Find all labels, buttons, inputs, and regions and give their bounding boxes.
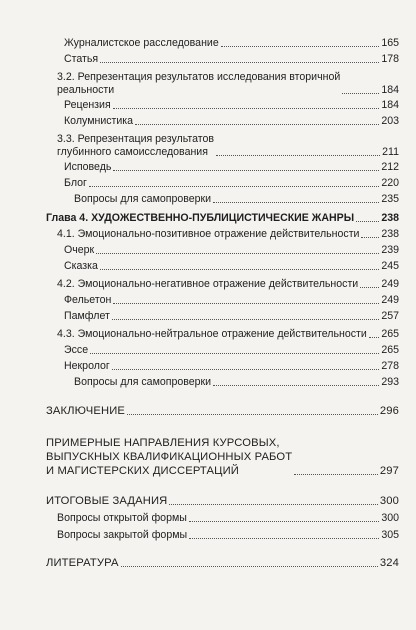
- toc-entry-title: Памфлет: [64, 310, 110, 322]
- toc-leader-dots: [113, 303, 379, 304]
- toc-entry-title: 4.2. Эмоционально-негативное отражение действительности: [57, 278, 359, 290]
- toc-entry-page: 211: [382, 146, 399, 158]
- toc-entry-essay: [64, 344, 399, 357]
- toc-entry-title: ИТОГОВЫЕ ЗАДАНИЯ: [46, 495, 168, 507]
- toc-leader-dots: [113, 108, 380, 109]
- toc-entry-page: 278: [381, 360, 399, 372]
- toc-leader-dots: [369, 337, 380, 338]
- toc-entry-title: Статья: [64, 53, 99, 65]
- toc-entry-tale: [64, 260, 399, 273]
- toc-entry-title-line: глубинного самоисследования: [57, 146, 208, 158]
- toc-entry-title: 4.1. Эмоционально-позитивное отражение действительности: [57, 228, 360, 240]
- toc-entry-title: [57, 71, 340, 97]
- toc-entry-page: 238: [381, 228, 399, 240]
- toc-entry-open-questions: [57, 512, 399, 525]
- toc-leader-dots: [113, 170, 379, 171]
- toc-entry-page: 249: [381, 278, 399, 290]
- toc-entry-title: Вопросы для самопроверки: [74, 376, 212, 388]
- toc-entry-feuilleton: [64, 294, 399, 307]
- toc-entry-section-4-3: [57, 328, 399, 341]
- toc-leader-dots: [213, 202, 379, 203]
- toc-entry-title: Вопросы для самопроверки: [74, 193, 212, 205]
- toc-entry-page: 300: [381, 512, 399, 524]
- toc-entry-title: Фельетон: [64, 294, 112, 306]
- toc-entry-page: 235: [381, 193, 399, 205]
- toc-entry-title: ЛИТЕРАТУРА: [46, 557, 119, 569]
- toc-leader-dots: [100, 269, 379, 270]
- toc-entry-title: Рецензия: [64, 99, 111, 111]
- toc-leader-dots: [189, 538, 379, 539]
- toc-entry-title: Журналистское расследование: [64, 37, 219, 49]
- toc-leader-dots: [221, 46, 380, 47]
- toc-entry-title-line: реальности: [57, 84, 115, 96]
- toc-leader-dots: [189, 521, 379, 522]
- toc-leader-dots: [360, 287, 379, 288]
- toc-entry-page: 239: [381, 244, 399, 256]
- toc-entry-title: 4.3. Эмоционально-нейтральное отражение действительности: [57, 328, 367, 340]
- toc-entry-section-4-1: [57, 228, 399, 241]
- toc-entry-page: 257: [381, 310, 399, 322]
- toc-leader-dots: [342, 93, 379, 94]
- toc-entry-pamphlet: [64, 310, 399, 323]
- toc-entry-title: [46, 436, 292, 478]
- toc-entry-page: 178: [381, 53, 399, 65]
- toc-entry-obituary: [64, 360, 399, 373]
- toc-entry-page: 212: [381, 161, 399, 173]
- toc-entry-title: Некролог: [64, 360, 110, 372]
- toc-leader-dots: [135, 124, 379, 125]
- toc-entry-title: Глава 4. ХУДОЖЕСТВЕННО-ПУБЛИЦИСТИЧЕСКИЕ ЖАНРЫ: [46, 212, 355, 224]
- toc-leader-dots: [121, 566, 378, 567]
- toc-entry-title: Очерк: [64, 244, 95, 256]
- toc-entry-page: 293: [381, 376, 399, 388]
- toc-entry-article: [64, 53, 399, 66]
- toc-entry-final-tasks: [46, 494, 399, 508]
- toc-entry-title-line: ВЫПУСКНЫХ КВАЛИФИКАЦИОННЫХ РАБОТ: [46, 451, 293, 463]
- toc-entry-page: 249: [381, 294, 399, 306]
- toc-leader-dots: [213, 385, 379, 386]
- toc-entry-page: 220: [381, 177, 399, 189]
- toc-entry-title: Колумнистика: [64, 115, 134, 127]
- toc-entry-review: [64, 99, 399, 112]
- toc-entry-page: 203: [381, 115, 399, 127]
- toc-entry-page: 297: [379, 465, 399, 477]
- toc-leader-dots: [112, 319, 379, 320]
- toc-entry-title-line: И МАГИСТЕРСКИХ ДИССЕРТАЦИЙ: [46, 465, 239, 477]
- toc-leader-dots: [169, 504, 378, 505]
- toc-entry-title: Вопросы закрытой формы: [57, 529, 188, 541]
- toc-entry-page: 165: [381, 37, 399, 49]
- toc-entry-title: Сказка: [64, 260, 98, 272]
- toc-entry-confession: [64, 161, 399, 174]
- toc-entry-section-4-2: [57, 278, 399, 291]
- toc-entry-title: Исповедь: [64, 161, 112, 173]
- toc-leader-dots: [361, 237, 379, 238]
- toc-leader-dots: [112, 369, 380, 370]
- toc-entry-chapter-4: [46, 212, 399, 225]
- toc-entry-questions-ch4: [74, 376, 399, 389]
- toc-leader-dots: [90, 353, 379, 354]
- toc-entry-page: 296: [379, 405, 399, 417]
- toc-leader-dots: [96, 253, 379, 254]
- toc-entry-section-3-2: [57, 71, 399, 97]
- toc-entry-title: Блог: [64, 177, 87, 189]
- toc-entry-title: Вопросы открытой формы: [57, 512, 187, 524]
- toc-entry-page: 245: [381, 260, 399, 272]
- toc-leader-dots: [100, 62, 379, 63]
- toc-entry-page: 300: [379, 495, 399, 507]
- toc-entry-title-line: 3.2. Репрезентация результатов исследования вторичной: [57, 71, 341, 83]
- toc-entry-literature: [46, 556, 399, 570]
- toc-entry-blog: [64, 177, 399, 190]
- toc-entry-page: 184: [381, 99, 399, 111]
- toc-leader-dots: [294, 474, 378, 475]
- toc-entry-investigation: [64, 37, 399, 50]
- toc-entry-page: 324: [379, 557, 399, 569]
- toc-leader-dots: [216, 155, 380, 156]
- toc-entry-title: ЗАКЛЮЧЕНИЕ: [46, 405, 126, 417]
- toc-entry-essay-sketch: [64, 244, 399, 257]
- toc-entry-page: 305: [381, 529, 399, 541]
- toc-entry-title: [57, 133, 214, 159]
- toc-entry-questions-ch3: [74, 193, 399, 206]
- toc-leader-dots: [89, 186, 379, 187]
- toc-entry-research-directions: [46, 436, 399, 478]
- toc-entry-page: 184: [381, 84, 399, 96]
- toc-leader-dots: [127, 414, 378, 415]
- toc-entry-conclusion: [46, 404, 399, 418]
- toc-entry-section-3-3: [57, 133, 399, 159]
- toc-entry-page: 238: [381, 212, 399, 224]
- toc-leader-dots: [356, 221, 379, 222]
- toc-entry-page: 265: [381, 344, 399, 356]
- toc-entry-closed-questions: [57, 529, 399, 542]
- toc-entry-title-line: 3.3. Репрезентация результатов: [57, 133, 215, 145]
- toc-entry-title-line: ПРИМЕРНЫЕ НАПРАВЛЕНИЯ КУРСОВЫХ,: [46, 437, 280, 449]
- toc-entry-title: Эссе: [64, 344, 89, 356]
- toc-entry-page: 265: [381, 328, 399, 340]
- toc-entry-column: [64, 115, 399, 128]
